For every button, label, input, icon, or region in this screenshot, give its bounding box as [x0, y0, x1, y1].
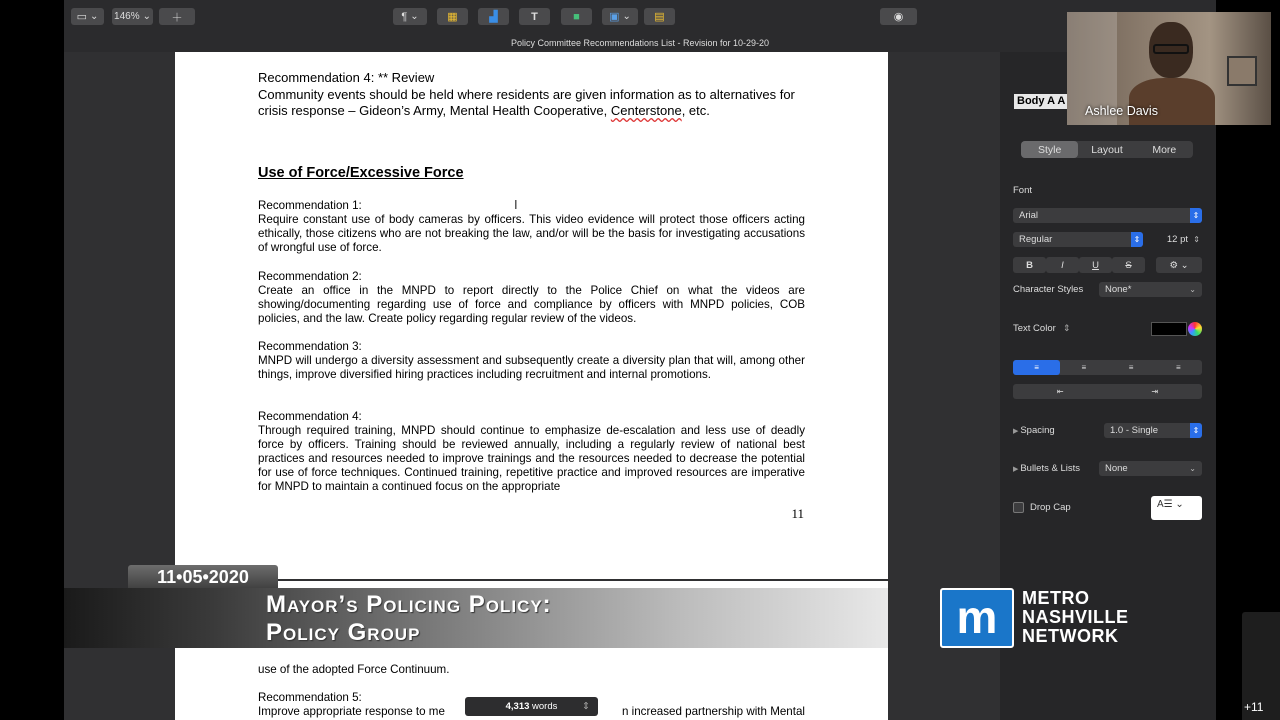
spacing-label[interactable] — [1013, 425, 1055, 436]
chevron-down-icon: ⌄ — [142, 11, 151, 22]
network-logo — [940, 588, 1156, 650]
underline-button[interactable]: U — [1079, 257, 1112, 273]
rec-title: Recommendation 3: — [258, 340, 362, 353]
italic-button[interactable]: I — [1046, 257, 1079, 273]
chevron-down-icon: ⌄ — [622, 11, 631, 22]
spacing-label-text: Spacing — [1020, 425, 1055, 436]
character-styles-label: Character Styles — [1013, 284, 1084, 295]
character-styles-value: None* — [1105, 284, 1132, 295]
updown-icon: ⇕ — [1190, 423, 1202, 438]
logo-line-1: METRO — [1022, 588, 1090, 608]
font-style-value: Regular — [1019, 234, 1053, 245]
table-icon: ▦ — [447, 11, 458, 23]
broadcast-title-line2: Policy Group — [266, 619, 421, 646]
collaborate-button[interactable] — [880, 8, 917, 25]
sidebar-icon: ▭ — [76, 11, 87, 23]
disclosure-icon: ▶ — [1013, 466, 1021, 473]
chevron-down-icon: ⌄ — [90, 11, 99, 22]
rec4-review-title: Recommendation 4: ** Review — [258, 70, 435, 85]
page-number: 11 — [791, 506, 804, 521]
collaborate-icon: ◉ — [893, 11, 904, 23]
paragraph-style-preview[interactable]: Body A A — [1014, 94, 1070, 109]
document-page[interactable] — [175, 52, 888, 579]
ibeam-cursor-icon: Ι — [514, 197, 518, 212]
plus-icon: ＋ — [171, 11, 183, 24]
view-menu-button[interactable] — [71, 8, 104, 25]
bold-button[interactable]: B — [1013, 257, 1046, 273]
wall-frame — [1227, 56, 1257, 86]
rec4-review-block — [258, 70, 805, 120]
document-title: Policy Committee Recommendations List - Revision for 10-29-20 — [64, 34, 1216, 52]
inspector-tabs — [1021, 141, 1193, 158]
logo-line-2: NASHVILLE — [1022, 607, 1129, 627]
broadcast-date: 11•05•2020 — [128, 565, 278, 589]
text-icon: T — [531, 10, 538, 23]
stepper-icon[interactable]: ⇕ — [1193, 235, 1200, 244]
tab-layout[interactable]: Layout — [1091, 143, 1123, 156]
comment-button[interactable] — [644, 8, 675, 25]
table-button[interactable] — [437, 8, 468, 25]
font-size-value: 12 pt — [1166, 234, 1188, 245]
drop-cap-label: Drop Cap — [1030, 502, 1071, 513]
rec4-review-body — [258, 87, 805, 120]
text-color-label: Text Color — [1013, 323, 1056, 334]
comment-icon: ▤ — [654, 11, 665, 23]
chart-button[interactable] — [478, 8, 509, 25]
misspelled-word[interactable]: Centerstone — [610, 103, 682, 118]
word-count-label: words — [532, 701, 558, 712]
align-justify-icon[interactable]: ≡ — [1176, 363, 1181, 372]
decrease-indent-icon[interactable]: ⇤ — [1056, 387, 1064, 396]
disclosure-icon: ▶ — [1013, 428, 1021, 435]
align-left-icon[interactable]: ≡ — [1013, 360, 1060, 375]
text-box-button[interactable] — [519, 8, 550, 25]
continuation-text: use of the adopted Force Continuum. — [258, 663, 450, 676]
rec-body: Require constant use of body cameras by officers. This video evidence will protect those officers acting ethically, those citizens who are not breaking the law, and/or will be the basis for investigating accusations of wrongful use of force. — [258, 213, 805, 254]
shape-icon: ■ — [573, 10, 580, 23]
indent-controls — [1013, 384, 1202, 399]
strikethrough-button[interactable]: S — [1112, 257, 1145, 273]
left-letterbox — [0, 0, 64, 720]
zoom-value: 146% — [114, 11, 140, 22]
recommendation-1 — [258, 199, 805, 255]
bullets-select[interactable] — [1099, 461, 1202, 476]
font-family-value: Arial — [1019, 210, 1039, 221]
chevron-down-icon: ⌄ — [1189, 285, 1196, 294]
drop-cap-style-button[interactable] — [1151, 496, 1202, 520]
zoom-button[interactable] — [112, 8, 153, 25]
align-center-icon[interactable]: ≡ — [1081, 363, 1087, 372]
color-picker-icon[interactable] — [1188, 322, 1202, 336]
media-button[interactable] — [602, 8, 638, 25]
text-options-button[interactable] — [1156, 257, 1202, 273]
shape-button[interactable] — [561, 8, 592, 25]
updown-icon: ⇕ — [1190, 208, 1202, 223]
image-icon: ▣ — [609, 11, 620, 23]
add-page-button[interactable] — [159, 8, 195, 25]
drop-cap-icon: A☰ ⌄ — [1157, 499, 1184, 510]
paragraph-icon: ¶ — [401, 10, 408, 23]
insert-button[interactable] — [393, 8, 427, 25]
tab-style[interactable]: Style — [1021, 141, 1078, 158]
font-size-stepper[interactable] — [1155, 232, 1202, 247]
rec-body: Create an office in the MNPD to report directly to the Police Chief on what the videos are showing/documenting regarding use of force and compliance by officers with MNPD policies, COB policies, and the law. Create policy regarding regular review of the videos. — [258, 284, 805, 325]
updown-icon: ⇕ — [1063, 323, 1071, 333]
updown-icon: ⇕ — [582, 701, 590, 712]
network-logo-text — [1022, 589, 1129, 646]
gear-icon: ⚙ ⌄ — [1169, 259, 1189, 271]
rec-title: Recommendation 5: — [258, 691, 362, 704]
recommendation-4 — [258, 410, 805, 494]
drop-cap-checkbox[interactable] — [1013, 502, 1024, 513]
glasses-icon — [1153, 44, 1189, 54]
rec-title: Recommendation 4: — [258, 410, 362, 423]
spacing-value: 1.0 - Single — [1110, 425, 1159, 436]
text-color-well[interactable] — [1151, 322, 1187, 336]
broadcast-lower-third — [64, 588, 888, 648]
bullets-value: None — [1105, 463, 1128, 474]
rec5-body-start: Improve appropriate response to me — [258, 705, 445, 718]
align-right-icon[interactable]: ≡ — [1128, 363, 1134, 372]
logo-line-3: NETWORK — [1022, 626, 1119, 646]
app-toolbar — [64, 0, 1216, 34]
bullets-label[interactable] — [1013, 463, 1080, 474]
chart-icon: ▟ — [489, 11, 498, 23]
tab-more[interactable]: More — [1152, 143, 1177, 156]
word-count-value: 4,313 — [505, 701, 530, 712]
spacing-select[interactable] — [1104, 423, 1202, 438]
chevron-down-icon: ⌄ — [1189, 464, 1196, 473]
rec4-body-text: Community events should be held where residents are given information as to alternatives for crisis response – Gideon’s Army, Mental Health Cooperative, — [258, 86, 795, 118]
rec-body: Through required training, MNPD should continue to emphasize de-escalation and less use of deadly force by officers. Training should be reviewed annually, including a regularly review of national best practices and resources needed to improve trainings and the resources needed to decrease the potential for use of force techniques. Continued training, repetitive practice and improved resources are imperative for MNPD to maintain a continued focus on the appropriate — [258, 424, 805, 493]
bullets-label-text: Bullets & Lists — [1020, 463, 1080, 474]
rec-title: Recommendation 2: — [258, 270, 362, 283]
font-style-select[interactable] — [1013, 232, 1143, 247]
rec5-body-end: n increased partnership with Mental — [621, 705, 805, 718]
section-heading: Use of Force/Excessive Force — [258, 165, 464, 181]
participant-name: Ashlee Davis — [1085, 104, 1158, 118]
increase-indent-icon[interactable]: ⇥ — [1151, 387, 1159, 396]
network-logo-mark: m — [940, 588, 1014, 648]
updown-icon: ⇕ — [1131, 232, 1143, 247]
font-label: Font — [1013, 185, 1033, 196]
broadcast-title-line1: Mayor’s Policing Policy: — [266, 591, 552, 618]
recommendation-2 — [258, 270, 805, 326]
alignment-controls — [1013, 360, 1202, 375]
rec-title: Recommendation 1: — [258, 199, 362, 212]
recommendation-3 — [258, 340, 805, 382]
word-count-button[interactable] — [465, 697, 598, 716]
more-participants-count[interactable]: +11 — [1244, 700, 1264, 714]
rec-body: MNPD will undergo a diversity assessment and subsequently create a diversity plan that will, among other things, improve diversified hiring practices including recruitment and internal promotions. — [258, 354, 805, 381]
chevron-down-icon: ⌄ — [410, 11, 419, 22]
character-styles-select[interactable] — [1099, 282, 1202, 297]
font-family-select[interactable] — [1013, 208, 1202, 223]
rec4-body-end: , etc. — [681, 103, 710, 118]
